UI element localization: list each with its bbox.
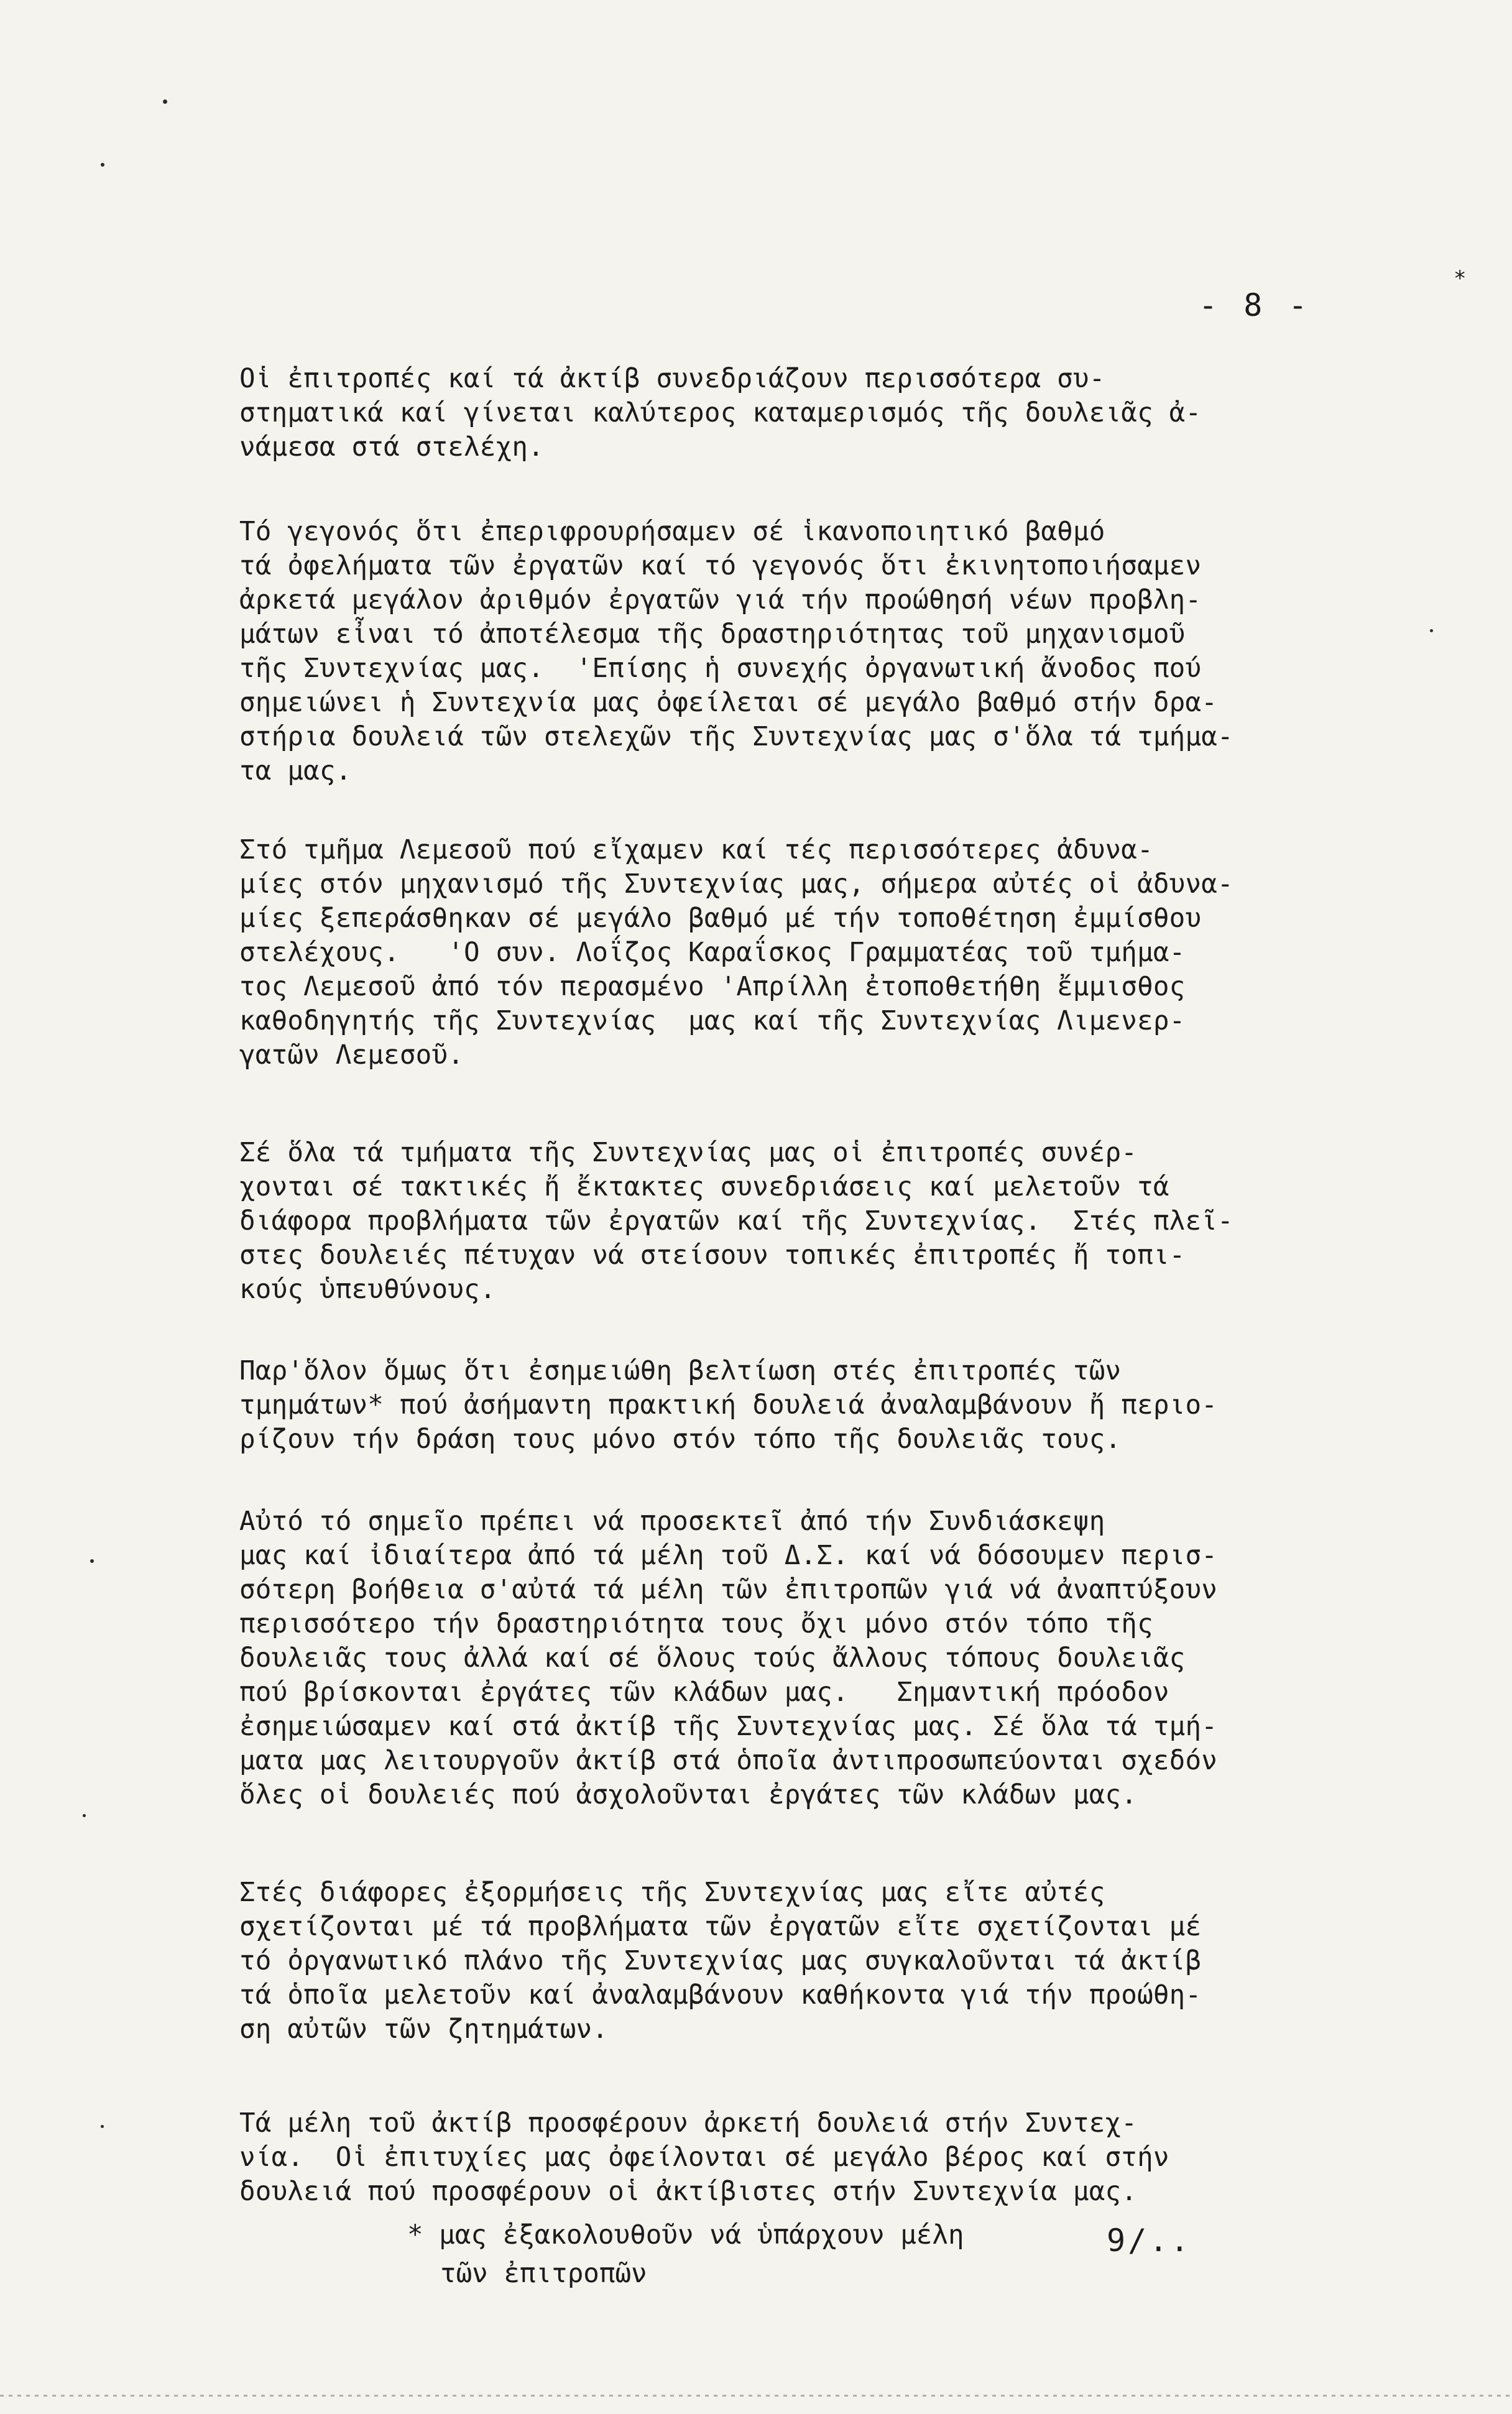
page-number: - 8 - — [1199, 287, 1311, 323]
paragraph-conference: Αὐτό τό σημεῖο πρέπει νά προσεκτεῖ ἀπό τήν Συνδιάσκεψη μας καί ἰδιαίτερα ἀπό τά μέλη τοῦ Δ.Σ. καί νά δόσουμεν περισ- σότερη βοήθεια σ'αὐτά τά μέλη τῶν ἐπιτροπῶν γιά νά ἀναπτύξουν περισσότερο τήν δραστηριότητα τους ὄχι μόνο στόν τόπο τῆς δουλειᾶς τους ἀλλά καί σέ ὅλους τούς ἄλλους τόπους δουλειᾶς πού βρίσκονται ἐργάτες τῶν κλάδων μας. Σημαντική πρόοδον ἐσημειώσαμεν καί στά ἀκτίβ τῆς Συντεχνίας μας. Σέ ὅλα τά τμή- ματα μας λειτουργοῦν ἀκτίβ στά ὁποῖα ἀντιπροσωπεύονται σχεδόν ὅλες οἱ δουλειές πού ἀσχολοῦνται ἐργάτες τῶν κλάδων μας. — [239, 1506, 1218, 1810]
paragraph-campaigns: Στές διάφορες ἐξορμήσεις τῆς Συντεχνίας μας εἴτε αὐτές σχετίζονται μέ τά προβλήματα τῶν ἐργατῶν εἴτε σχετίζονται μέ τό ὀργανωτικό πλάνο τῆς Συντεχνίας μας συγκαλοῦνται τά ἀκτίβ τά ὁποῖα μελετοῦν καί ἀναλαμβάνουν καθήκοντα γιά τήν προώθη- ση αὐτῶν τῶν ζητημάτων. — [239, 1877, 1202, 2045]
scan-edge-line — [0, 2395, 1512, 2397]
paragraph-mechanism: Τό γεγονός ὅτι ἐπεριφρουρήσαμεν σέ ἱκανοποιητικό βαθμό τά ὀφελήματα τῶν ἐργατῶν καί τό γεγονός ὅτι ἐκινητοποιήσαμεν ἀρκετά μεγάλον ἀριθμόν ἐργατῶν γιά τήν προώθησή νέων προβλη- μάτων εἶναι τό ἀποτέλεσμα τῆς δραστηριότητας τοῦ μηχανισμοῦ τῆς Συντεχνίας μας. 'Επίσης ἡ συνεχής ὀργανωτική ἄνοδος πού σημειώνει ἡ Συντεχνία μας ὀφείλεται σέ μεγάλο βαθμό στήν δρα- στήρια δουλειά τῶν στελεχῶν τῆς Συντεχνίας μας σ'ὅλα τά τμήμα- τα μας. — [239, 517, 1233, 786]
paragraph-committees: Οἱ ἐπιτροπές καί τά ἀκτίβ συνεδριάζουν περισσότερα συ- στηματικά καί γίνεται καλύτερος καταμερισμός τῆς δουλειᾶς ἀ- νάμεσα στά στελέχη. — [239, 364, 1202, 463]
scan-speck — [101, 163, 104, 167]
scan-speck — [1430, 629, 1433, 632]
paragraph-all-sections: Σέ ὅλα τά τμήματα τῆς Συντεχνίας μας οἱ ἐπιτροπές συνέρ- χονται σέ τακτικές ἤ ἔκτακτες συνεδριάσεις καί μελετοῦν τά διάφορα προβλήματα τῶν ἐργατῶν καί τῆς Συντεχνίας. Στές πλεῖ- στες δουλειές πέτυχαν νά στείσουν τοπικές ἐπιτροπές ἤ τοπι- κούς ὑπευθύνους. — [239, 1138, 1233, 1305]
paragraph-improvement: Παρ'ὅλον ὅμως ὅτι ἐσημειώθη βελτίωση στές ἐπιτροπές τῶν τμημάτων* πού ἀσήμαντη πρακτική δουλειά ἀναλαμβάνουν ἤ περιο- ρίζουν τήν δράση τους μόνο στόν τόπο τῆς δουλειᾶς τους. — [239, 1356, 1218, 1455]
scan-speck — [83, 1814, 86, 1817]
footnote-line-1: * μας ἐξακολουθοῦν νά ὑπάρχουν μέλη — [407, 2220, 964, 2250]
paragraph-active-members: Τά μέλη τοῦ ἀκτίβ προσφέρουν ἀρκετή δουλειά στήν Συντεχ- νία. Οἱ ἐπιτυχίες μας ὀφείλονται σέ μεγάλο βέρος καί στήν δουλειά πού προσφέρουν οἱ ἀκτίβιστες στήν Συντεχνία μας. — [239, 2108, 1169, 2207]
continuation-marker: 9/.. — [1107, 2223, 1192, 2259]
paragraph-limassol: Στό τμῆμα Λεμεσοῦ πού εἴχαμεν καί τές περισσότερες ἀδυνα- μίες στόν μηχανισμό τῆς Συντεχνίας μας, σήμερα αὐτές οἱ ἀδυνα- μίες ξεπεράσθηκαν σέ μεγάλο βαθμό μέ τήν τοποθέτηση ἐμμίσθου στελέχους. 'Ο συν. Λοΐζος Καραΐσκος Γραμματέας τοῦ τμήμα- τος Λεμεσοῦ ἀπό τόν περασμένο 'Απρίλλη ἐτοποθετήθη ἔμμισθος καθοδηγητής τῆς Συντεχνίας μας καί τῆς Συντεχνίας Λιμενερ- γατῶν Λεμεσοῦ. — [239, 835, 1233, 1071]
footnote-line-2: τῶν ἐπιτροπῶν — [440, 2259, 647, 2289]
scan-speck — [163, 99, 167, 104]
scan-speck — [90, 1559, 94, 1563]
corner-mark: * — [1454, 266, 1467, 291]
scan-speck — [101, 2125, 104, 2128]
